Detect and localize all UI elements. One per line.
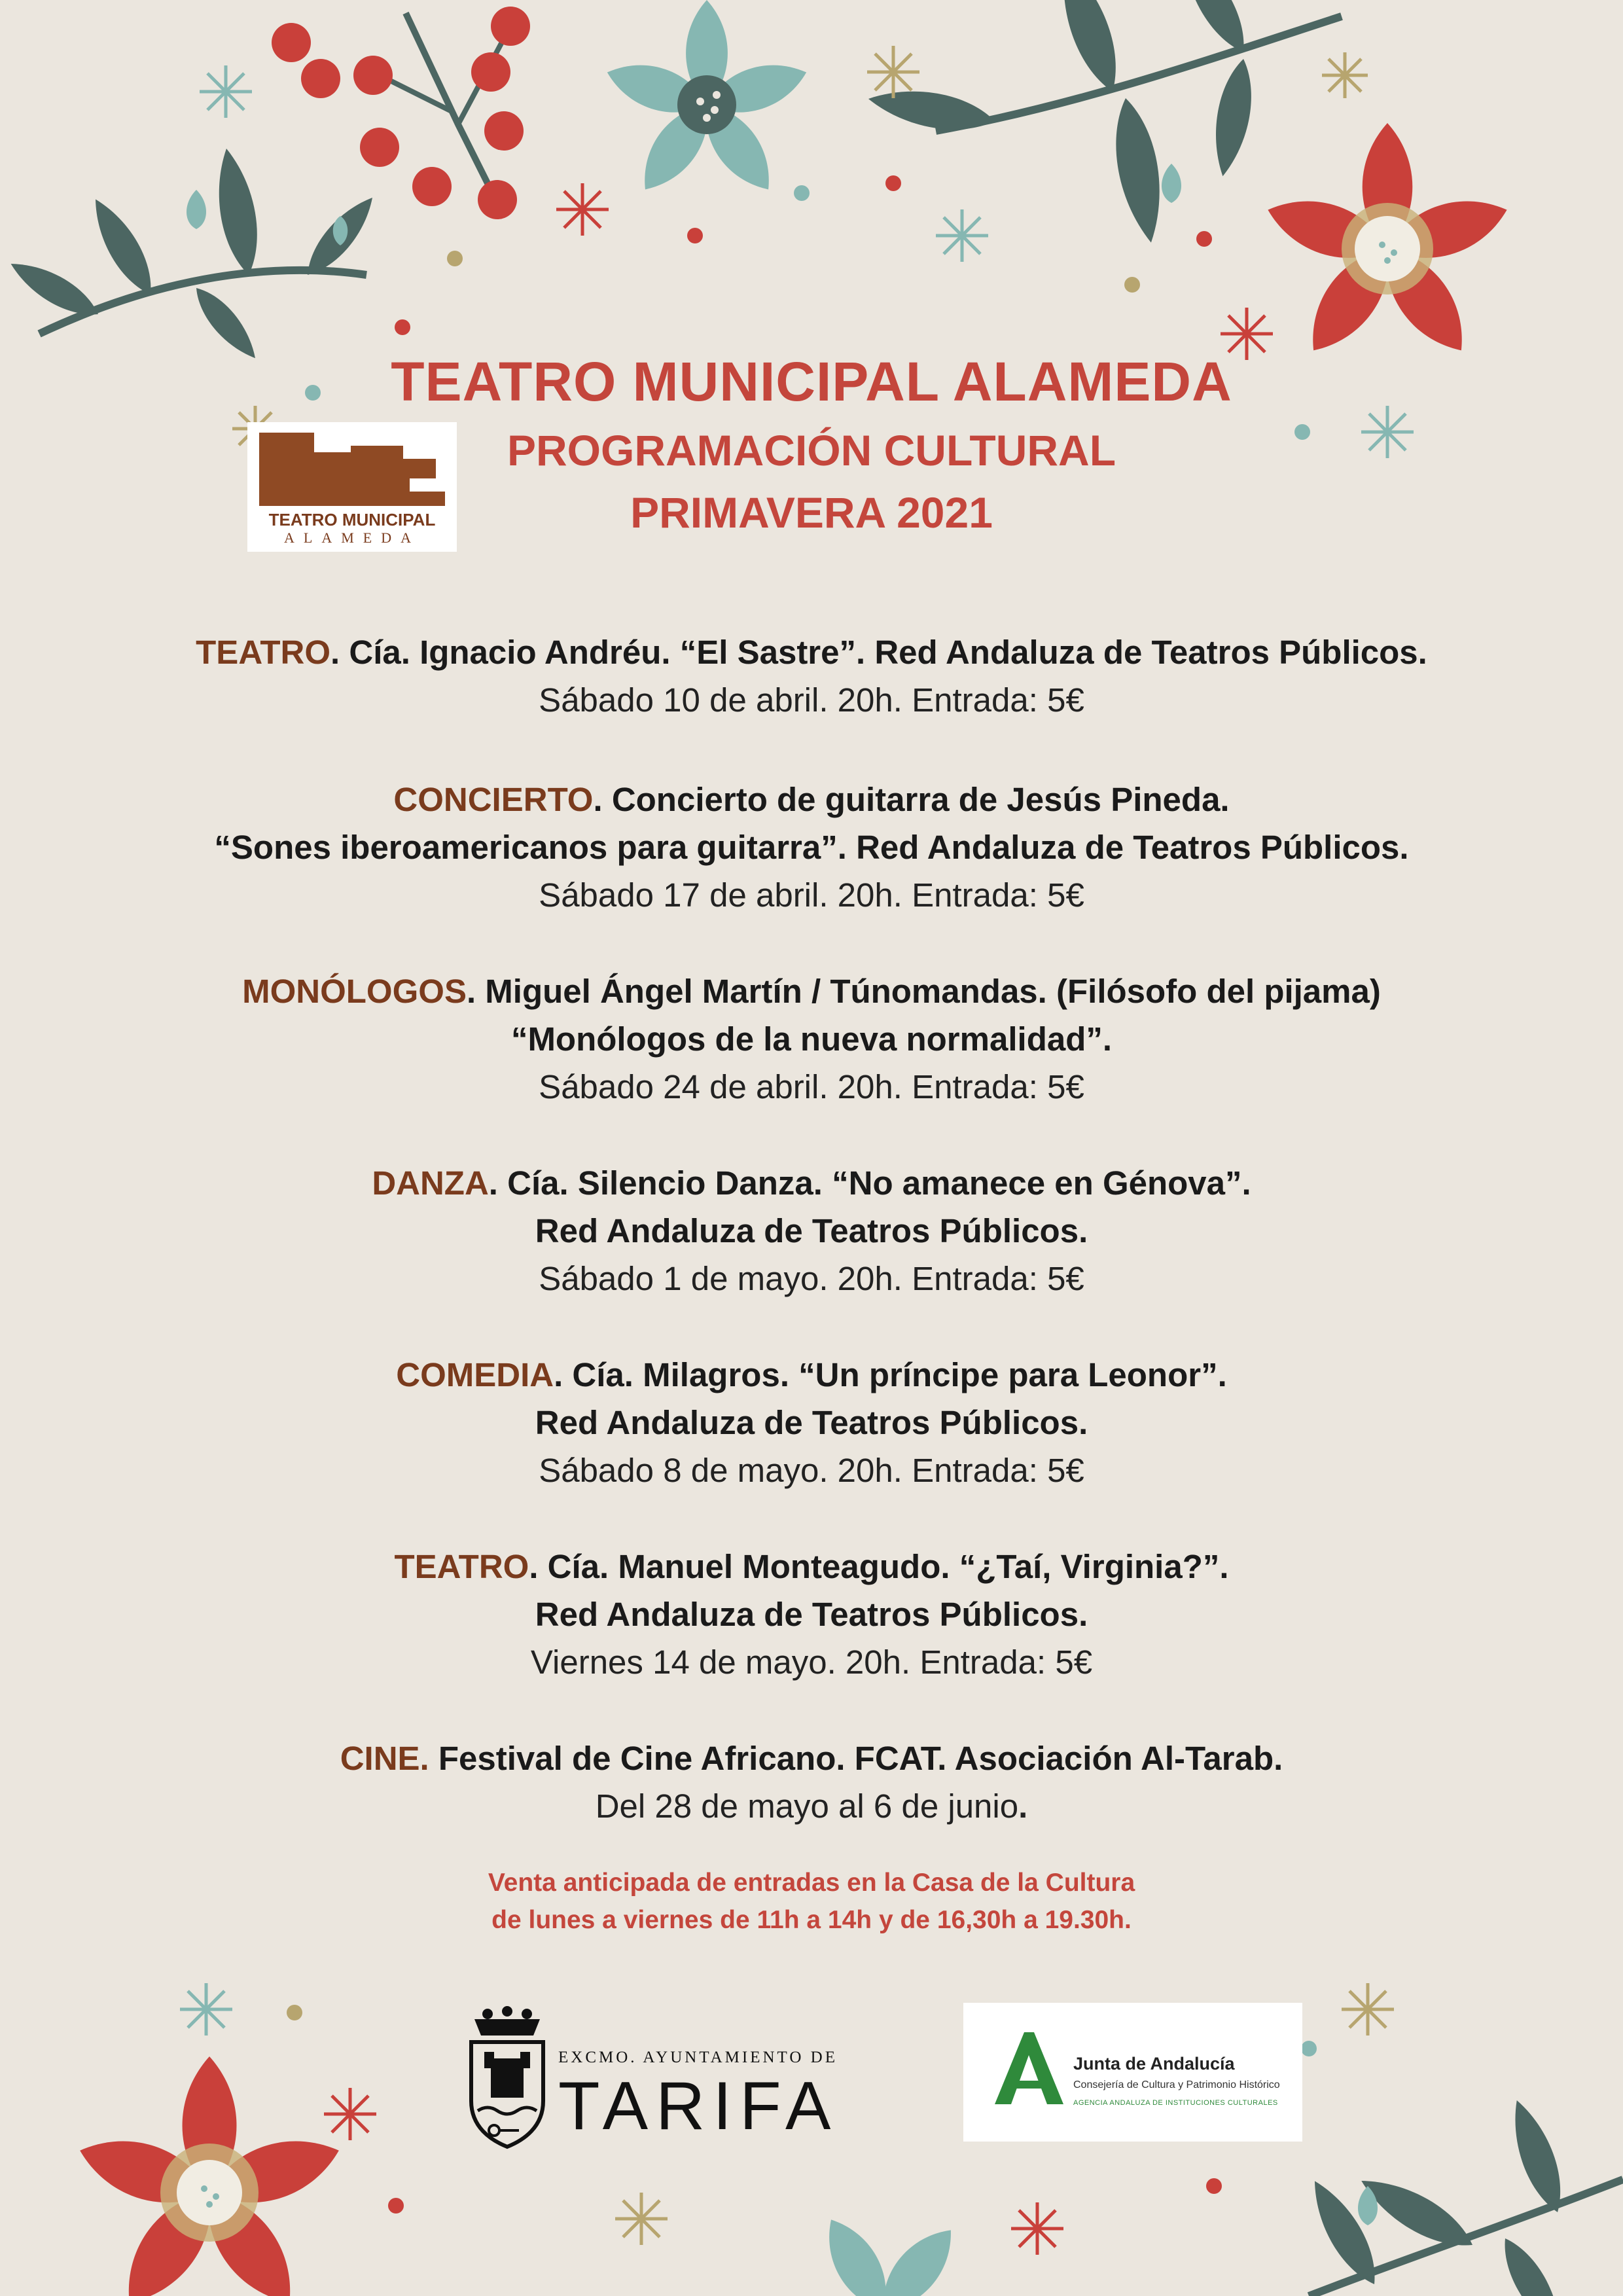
event-detail: Red Andaluza de Teatros Públicos. [535, 1212, 1088, 1249]
event-detail: Concierto de guitarra de Jesús Pineda. [602, 781, 1230, 818]
page-subtitle: PROGRAMACIÓN CULTURAL [507, 426, 1116, 475]
logo-text-line1: TEATRO MUNICIPAL [268, 510, 436, 529]
event-item: MONÓLOGOS. Miguel Ángel Martín / Túnomandas. (Filósofo del pijama) “Monólogos de la nueva normalidad”. Sábado 24 de abril. 20h. Entrada: 5€ [0, 967, 1623, 1111]
ticket-sales-line2: de lunes a viernes de 11h a 14h y de 16,30h a 19.30h. [491, 1906, 1132, 1934]
page-title: TEATRO MUNICIPAL ALAMEDA [391, 351, 1232, 412]
event-date: Sábado 10 de abril. 20h. Entrada: 5€ [539, 681, 1084, 719]
tarifa-coat-of-arms-icon [461, 2006, 553, 2150]
event-date: Sábado 8 de mayo. 20h. Entrada: 5€ [539, 1452, 1084, 1489]
teal-flower-bottom-icon [813, 2209, 967, 2296]
bottom-right-branch-icon [1301, 2095, 1623, 2296]
event-item: TEATRO. Cía. Manuel Monteagudo. “¿Taí, Virginia?”. Red Andaluza de Teatros Públicos. Viernes 14 de mayo. 20h. Entrada: 5€ [0, 1543, 1623, 1686]
season-label: PRIMAVERA 2021 [630, 488, 993, 537]
event-item: COMEDIA. Cía. Milagros. “Un príncipe para Leonor”. Red Andaluza de Teatros Públicos. Sábado 8 de mayo. 20h. Entrada: 5€ [0, 1351, 1623, 1494]
ticket-sales-note [0, 1864, 1623, 1939]
event-date: Del 28 de mayo al 6 de junio [595, 1787, 1019, 1825]
ticket-sales-line1: Venta anticipada de entradas en la Casa de la Cultura [488, 1869, 1135, 1897]
event-category: TEATRO [196, 634, 331, 671]
event-item: CONCIERTO. Concierto de guitarra de Jesús Pineda. “Sones iberoamericanos para guitarra”. Red Andaluza de Teatros Públicos. Sábado 17 de abril. 20h. Entrada: 5€ [0, 776, 1623, 919]
event-date: Sábado 24 de abril. 20h. Entrada: 5€ [539, 1068, 1084, 1105]
berry-branch-icon [272, 7, 530, 219]
event-item: DANZA. Cía. Silencio Danza. “No amanece en Génova”. Red Andaluza de Teatros Públicos. Sábado 1 de mayo. 20h. Entrada: 5€ [0, 1159, 1623, 1302]
event-category: TEATRO [394, 1548, 529, 1585]
junta-andalucia-emblem-icon [988, 2029, 1067, 2108]
event-date: Sábado 1 de mayo. 20h. Entrada: 5€ [539, 1260, 1084, 1297]
event-detail: Cía. Silencio Danza. “No amanece en Génova”. [497, 1164, 1251, 1202]
event-detail: Festival de Cine Africano. FCAT. Asociación Al-Tarab. [429, 1740, 1283, 1777]
event-category: COMEDIA [396, 1356, 554, 1393]
event-detail: “Monólogos de la nueva normalidad”. [510, 1020, 1113, 1058]
theatre-building-icon [259, 433, 445, 506]
tarifa-logo [461, 2003, 839, 2153]
event-category: DANZA [372, 1164, 489, 1202]
junta-agencia: AGENCIA ANDALUZA DE INSTITUCIONES CULTURALES [1073, 2099, 1278, 2107]
event-category: CINE. [340, 1740, 429, 1777]
event-date: Sábado 17 de abril. 20h. Entrada: 5€ [539, 876, 1084, 914]
event-date: Viernes 14 de mayo. 20h. Entrada: 5€ [530, 1643, 1093, 1681]
tarifa-name: TARIFA [558, 2068, 839, 2144]
teatro-municipal-logo [247, 422, 457, 552]
event-detail: Red Andaluza de Teatros Públicos. [535, 1596, 1088, 1633]
event-detail: Cía. Manuel Monteagudo. “¿Taí, Virginia?”. [538, 1548, 1229, 1585]
junta-name: Junta de Andalucía [1073, 2054, 1235, 2073]
event-detail: Red Andaluza de Teatros Públicos. [535, 1404, 1088, 1441]
junta-consejeria: Consejería de Cultura y Patrimonio Histórico [1073, 2079, 1280, 2090]
logo-text-line2: ALAMEDA [284, 529, 420, 546]
red-flower-bottom-icon [71, 2056, 347, 2296]
top-left-branch-icon [4, 145, 382, 366]
event-item: TEATRO. Cía. Ignacio Andréu. “El Sastre”. Red Andaluza de Teatros Públicos. Sábado 10 de abril. 20h. Entrada: 5€ [0, 628, 1623, 724]
junta-andalucia-logo [963, 2003, 1302, 2142]
tarifa-subtitle: EXCMO. AYUNTAMIENTO DE [558, 2049, 838, 2066]
event-detail: “Sones iberoamericanos para guitarra”. Red Andaluza de Teatros Públicos. [214, 829, 1409, 866]
event-item: CINE. Festival de Cine Africano. FCAT. Asociación Al-Tarab. Del 28 de mayo al 6 de junio. [340, 1740, 1283, 1825]
event-detail: Cía. Ignacio Andréu. “El Sastre”. Red Andaluza de Teatros Públicos. [340, 634, 1427, 671]
red-flower-icon [1260, 123, 1515, 365]
event-category: CONCIERTO [393, 781, 594, 818]
event-detail: Cía. Milagros. “Un príncipe para Leonor”. [563, 1356, 1227, 1393]
teal-flower-icon [601, 0, 813, 202]
event-detail: Miguel Ángel Martín / Túnomandas. (Filósofo del pijama) [476, 973, 1381, 1010]
event-category: MONÓLOGOS [242, 973, 467, 1010]
